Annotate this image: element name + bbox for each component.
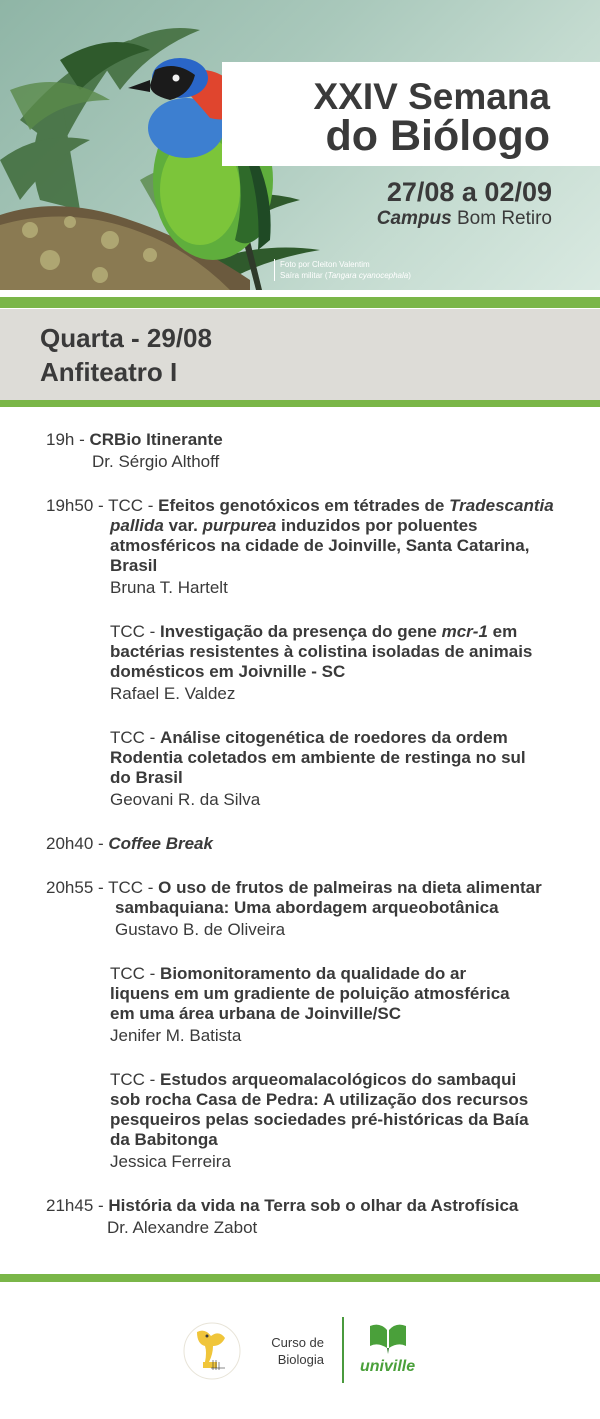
day-date: Quarta - 29/08: [40, 323, 212, 353]
schedule-item-8-line3: pesqueiros pelas sociedades pré-históricas da Baía: [110, 1110, 529, 1129]
schedule-item-6-line2: sambaquiana: Uma abordagem arqueobotânica: [115, 898, 499, 917]
schedule-item-3: TCC - Investigação da presença do gene mcr-1 em: [110, 622, 518, 641]
schedule-item-3-line2: bactérias resistentes à colistina isoladas de animais: [110, 642, 533, 661]
campus-name: Bom Retiro: [456, 208, 552, 229]
speaker-7: Jenifer M. Batista: [110, 1026, 242, 1045]
course-line2: Biologia: [277, 1352, 324, 1367]
footer-divider: [342, 1317, 344, 1383]
schedule-item-4-line2: Rodentia coletados em ambiente de restinga no sul: [110, 748, 526, 767]
univille-wordmark: univille: [360, 1358, 416, 1375]
schedule-item-2-line3: atmosféricos na cidade de Joinville, Santa Catarina,: [110, 536, 530, 555]
schedule-item-1: 19h - CRBio Itinerante: [46, 430, 223, 449]
schedule-item-7-line2: liquens em um gradiente de poluição atmosférica: [110, 984, 510, 1003]
event-title-line1: XXIV Semana: [313, 76, 550, 117]
photo-credit-species: Saíra militar (Tangara cyanocephala): [280, 271, 411, 280]
schedule-item-9: 21h45 - História da vida na Terra sob o olhar da Astrofísica: [46, 1196, 519, 1215]
schedule-item-6: 20h55 - TCC - O uso de frutos de palmeiras na dieta alimentar: [46, 878, 542, 897]
speaker-9: Dr. Alexandre Zabot: [107, 1218, 258, 1237]
speaker-3: Rafael E. Valdez: [110, 684, 236, 703]
schedule-item-4: TCC - Análise citogenética de roedores da ordem: [110, 728, 508, 747]
schedule-item-3-line3: domésticos em Joivnille - SC: [110, 662, 346, 681]
schedule-item-2: 19h50 - TCC - Efeitos genotóxicos em tétrades de Tradescantia: [46, 496, 554, 515]
event-title-line2: do Biólogo: [325, 112, 550, 160]
day-bottom-bar: [0, 400, 600, 407]
schedule-item-7-line3: em uma área urbana de Joinville/SC: [110, 1004, 402, 1023]
schedule-item-8-line2: sob rocha Casa de Pedra: A utilização dos recursos: [110, 1090, 529, 1109]
speaker-2: Bruna T. Hartelt: [110, 578, 228, 597]
speaker-6: Gustavo B. de Oliveira: [115, 920, 286, 939]
footer-green-bar: [0, 1274, 600, 1282]
schedule-item-8: TCC - Estudos arqueomalacológicos do sambaqui: [110, 1070, 517, 1089]
schedule-item-5: 20h40 - Coffee Break: [46, 834, 213, 853]
schedule-item-7: TCC - Biomonitoramento da qualidade do ar: [110, 964, 467, 983]
top-green-bar: [0, 297, 600, 308]
course-label: [271, 1334, 324, 1368]
event-campus: [377, 208, 552, 230]
header-banner: [0, 0, 600, 290]
campus-word: Campus: [376, 208, 452, 229]
speaker-4: Geovani R. da Silva: [110, 790, 261, 809]
speaker-8: Jessica Ferreira: [110, 1152, 231, 1171]
biologia-logo-icon: [183, 1322, 241, 1380]
univille-logo-icon: [368, 1322, 408, 1356]
schedule-item-8-line4: da Babitonga: [110, 1130, 218, 1149]
day-header: [0, 309, 600, 400]
course-line1: Curso de: [271, 1335, 324, 1350]
photo-credit: [274, 259, 411, 281]
event-dates: 27/08 a 02/09: [386, 177, 552, 207]
speaker-1: Dr. Sérgio Althoff: [92, 452, 220, 471]
day-venue: Anfiteatro I: [40, 357, 178, 387]
photo-credit-author: Foto por Cleiton Valentim: [280, 260, 370, 269]
schedule-item-4-line3: do Brasil: [110, 768, 183, 787]
schedule-item-2-line2: pallida var. purpurea induzidos por poluentes: [110, 516, 478, 535]
schedule-item-2-line4: Brasil: [110, 556, 158, 575]
